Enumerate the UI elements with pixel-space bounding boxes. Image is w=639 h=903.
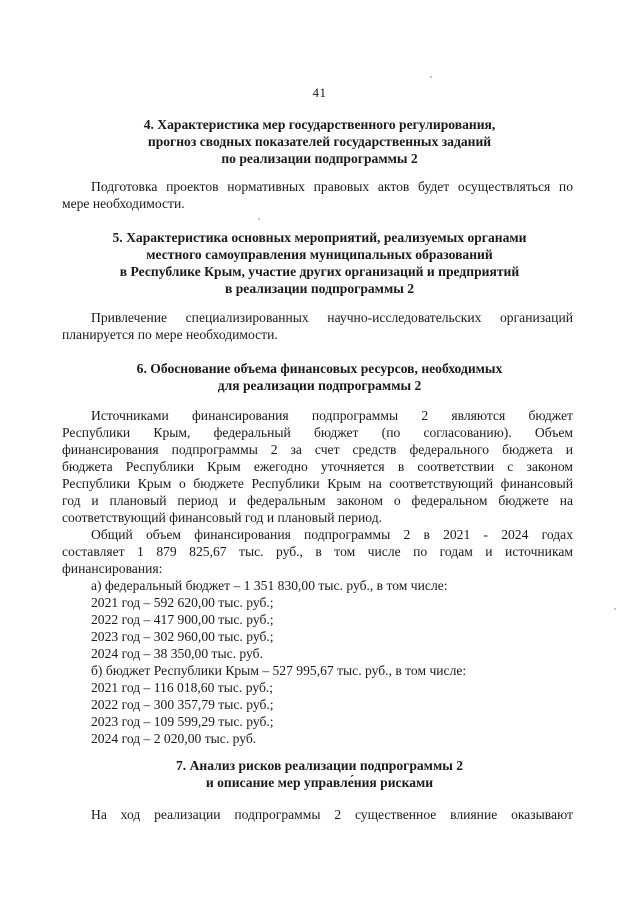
section-7-paragraph: [62, 806, 573, 823]
heading-line: в Республике Крым, участие других организаций и предприятий: [119, 264, 520, 279]
funding-item: 2021 год – 592 620,00 тыс. руб.;: [91, 595, 274, 610]
text-line: Источниками финансирования подпрограммы 2 являются бюджет: [91, 408, 573, 423]
text-line: планируется по мере необходимости.: [62, 327, 278, 342]
heading-line: в реализации подпрограммы 2: [224, 281, 415, 296]
heading-line: для реализации подпрограммы 2: [217, 378, 422, 393]
section-6-paragraph: [62, 407, 573, 747]
heading-line: и описание мер управле́ния рисками: [205, 775, 434, 790]
section-4-heading: [60, 116, 579, 167]
text-line: год и плановый период и федеральным законом о федеральном бюджете на: [62, 493, 573, 508]
heading-line: по реализации подпрограммы 2: [221, 151, 418, 166]
heading-line: 7. Анализ рисков реализации подпрограммы 2: [175, 758, 464, 773]
text-line: бюджета Республики Крым ежегодно уточняется в соответствии с законом: [62, 459, 573, 474]
heading-line: 4. Характеристика мер государственного регулирования,: [143, 117, 496, 132]
funding-item: а) федеральный бюджет – 1 351 830,00 тыс. руб., в том числе:: [91, 578, 448, 593]
text-line: Общий объем финансирования подпрограммы 2 в 2021 - 2024 годах: [91, 527, 573, 542]
heading-line: местного самоуправления муниципальных образований: [146, 247, 493, 262]
text-line: составляет 1 879 825,67 тыс. руб., в том числе по годам и источникам: [62, 544, 573, 559]
funding-item: б) бюджет Республики Крым – 527 995,67 тыс. руб., в том числе:: [91, 663, 467, 678]
scan-speck: [614, 608, 616, 610]
scan-speck: [258, 218, 260, 220]
funding-item: 2021 год – 116 018,60 тыс. руб.;: [91, 680, 274, 695]
scan-speck: [430, 76, 432, 78]
section-6-heading: [60, 360, 579, 394]
funding-item: 2022 год – 300 357,79 тыс. руб.;: [91, 697, 274, 712]
text-line: финансирования:: [62, 561, 163, 576]
section-4-paragraph: [62, 178, 573, 212]
text-line: финансирования подпрограммы 2 за счет средств федерального бюджета и: [62, 442, 573, 457]
section-7-heading: [60, 757, 579, 791]
text-line: соответствующий финансовый год и плановый период.: [62, 510, 383, 525]
funding-item: 2024 год – 2 020,00 тыс. руб.: [91, 731, 257, 746]
heading-line: прогноз сводных показателей государственных заданий: [147, 134, 492, 149]
funding-item: 2023 год – 302 960,00 тыс. руб.;: [91, 629, 274, 644]
heading-line: 6. Обоснование объема финансовых ресурсов, необходимых: [136, 361, 503, 376]
text-line: Привлечение специализированных научно-исследовательских организаций: [91, 310, 573, 325]
funding-item: 2023 год – 109 599,29 тыс. руб.;: [91, 714, 274, 729]
funding-item: 2024 год – 38 350,00 тыс. руб.: [91, 646, 263, 661]
text-line: Республики Крым о бюджете Республики Крым на соответствующий финансовый: [62, 476, 573, 491]
funding-item: 2022 год – 417 900,00 тыс. руб.;: [91, 612, 274, 627]
text-line: мере необходимости.: [62, 196, 185, 211]
section-5-heading: [60, 229, 579, 297]
text-line: Республики Крым, федеральный бюджет (по согласованию). Объем: [62, 425, 573, 440]
page-number: 41: [312, 85, 327, 100]
text-line: Подготовка проектов нормативных правовых актов будет осуществляться по: [91, 179, 573, 194]
text-line: На ход реализации подпрограммы 2 существенное влияние оказывают: [91, 807, 573, 822]
section-5-paragraph: [62, 309, 573, 343]
heading-line: 5. Характеристика основных мероприятий, реализуемых органами: [112, 230, 527, 245]
